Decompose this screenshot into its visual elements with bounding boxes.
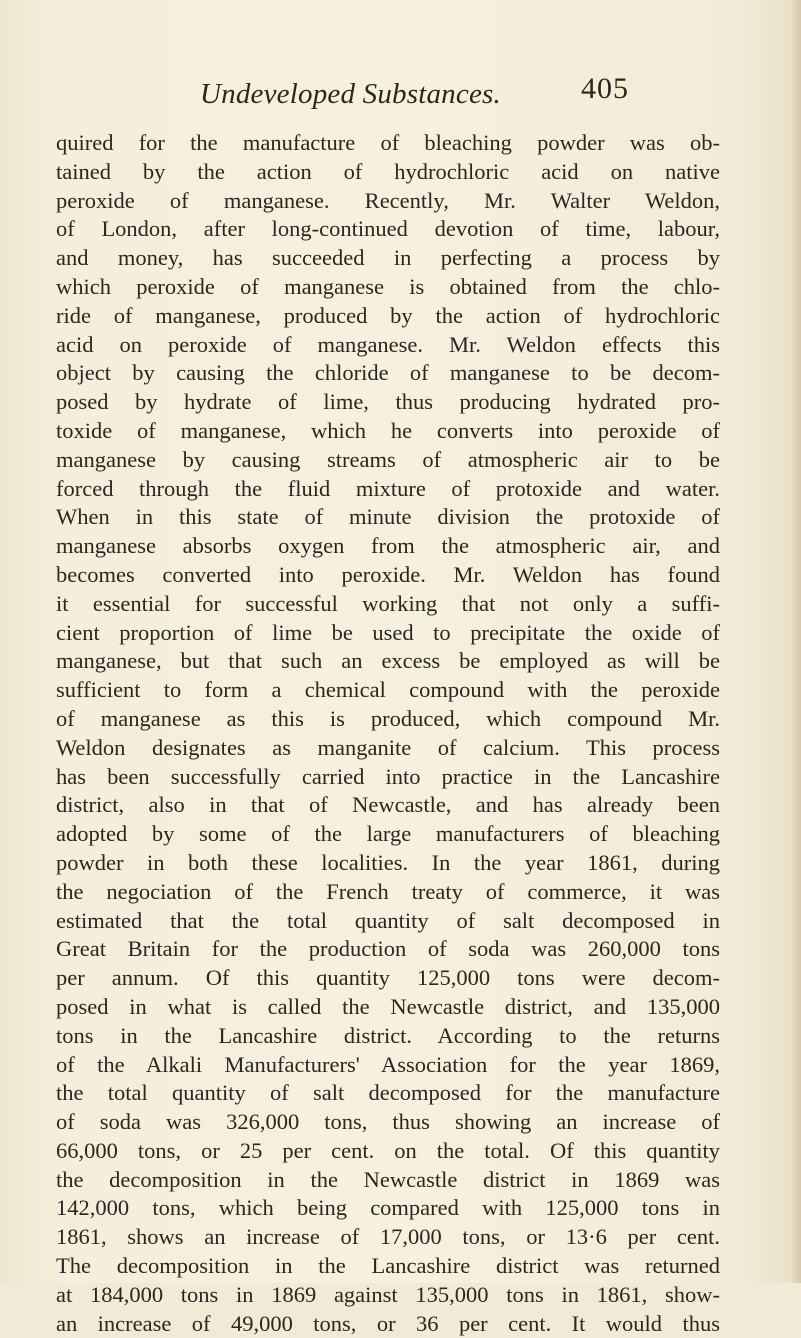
text-line: the total quantity of salt decomposed for the manufacture — [56, 1080, 720, 1106]
text-line: has been successfully carried into practice in the Lancashire — [56, 763, 720, 789]
text-line: adopted by some of the large manufacturers of bleaching — [56, 821, 720, 847]
text-line: the negociation of the French treaty of commerce, it was — [56, 878, 720, 904]
text-line: posed by hydrate of lime, thus producing hydrated pro- — [56, 389, 720, 415]
text-line: district, also in that of Newcastle, and has already been — [56, 792, 720, 818]
text-line: the decomposition in the Newcastle district in 1869 was — [56, 1166, 720, 1192]
text-line: 66,000 tons, or 25 per cent. on the total. Of this quantity — [56, 1137, 720, 1163]
text-line: forced through the fluid mixture of protoxide and water. — [56, 475, 720, 501]
text-line: quired for the manufacture of bleaching powder was ob- — [56, 130, 720, 155]
text-line: manganese, but that such an excess be employed as will be — [56, 648, 720, 674]
running-head: Undeveloped Substances. — [200, 78, 501, 110]
text-line: and money, has succeeded in perfecting a process by — [56, 245, 720, 271]
text-line: of London, after long-continued devotion of time, labour, — [56, 216, 720, 242]
page-edge-shadow — [791, 0, 801, 1283]
text-line: Weldon designates as manganite of calcium. This process — [56, 734, 720, 760]
text-line: posed in what is called the Newcastle district, and 135,000 — [56, 993, 720, 1019]
text-line: powder in both these localities. In the year 1861, during — [56, 849, 720, 875]
body-paragraph — [56, 129, 720, 1338]
text-line: sufficient to form a chemical compound with the peroxide — [56, 677, 720, 703]
text-line: an increase of 49,000 tons, or 36 per cent. It would thus — [56, 1310, 720, 1336]
text-line: of the Alkali Manufacturers' Association for the year 1869, — [56, 1051, 720, 1077]
text-line: object by causing the chloride of manganese to be decom- — [56, 360, 720, 386]
text-line: manganese by causing streams of atmospheric air to be — [56, 446, 720, 472]
text-line: When in this state of minute division the protoxide of — [56, 504, 720, 530]
text-line: tons in the Lancashire district. According to the returns — [56, 1022, 720, 1048]
text-line: 1861, shows an increase of 17,000 tons, or 13·6 per cent. — [56, 1224, 720, 1250]
text-line: acid on peroxide of manganese. Mr. Weldon effects this — [56, 331, 720, 357]
text-line: The decomposition in the Lancashire district was returned — [56, 1253, 720, 1279]
page-number: 405 — [581, 72, 629, 105]
text-line: ride of manganese, produced by the action of hydrochloric — [56, 302, 720, 328]
text-line: manganese absorbs oxygen from the atmospheric air, and — [56, 533, 720, 559]
text-line: per annum. Of this quantity 125,000 tons were decom- — [56, 965, 720, 991]
text-line: cient proportion of lime be used to precipitate the oxide of — [56, 619, 720, 645]
text-line: Great Britain for the production of soda was 260,000 tons — [56, 936, 720, 962]
text-line: which peroxide of manganese is obtained from the chlo- — [56, 273, 720, 299]
text-line: 142,000 tons, which being compared with 125,000 tons in — [56, 1195, 720, 1221]
text-line: tained by the action of hydrochloric acid on native — [56, 158, 720, 184]
text-line: becomes converted into peroxide. Mr. Weldon has found — [56, 561, 720, 587]
text-line: estimated that the total quantity of salt decomposed in — [56, 907, 720, 933]
text-line: of soda was 326,000 tons, thus showing an increase of — [56, 1109, 720, 1135]
text-line: of manganese as this is produced, which compound Mr. — [56, 705, 720, 731]
text-line: toxide of manganese, which he converts into peroxide of — [56, 417, 720, 443]
text-line: at 184,000 tons in 1869 against 135,000 tons in 1861, show- — [56, 1281, 720, 1307]
page-header — [0, 66, 801, 116]
text-line: it essential for successful working that not only a suffi- — [56, 590, 720, 616]
text-line: peroxide of manganese. Recently, Mr. Walter Weldon, — [56, 187, 720, 213]
